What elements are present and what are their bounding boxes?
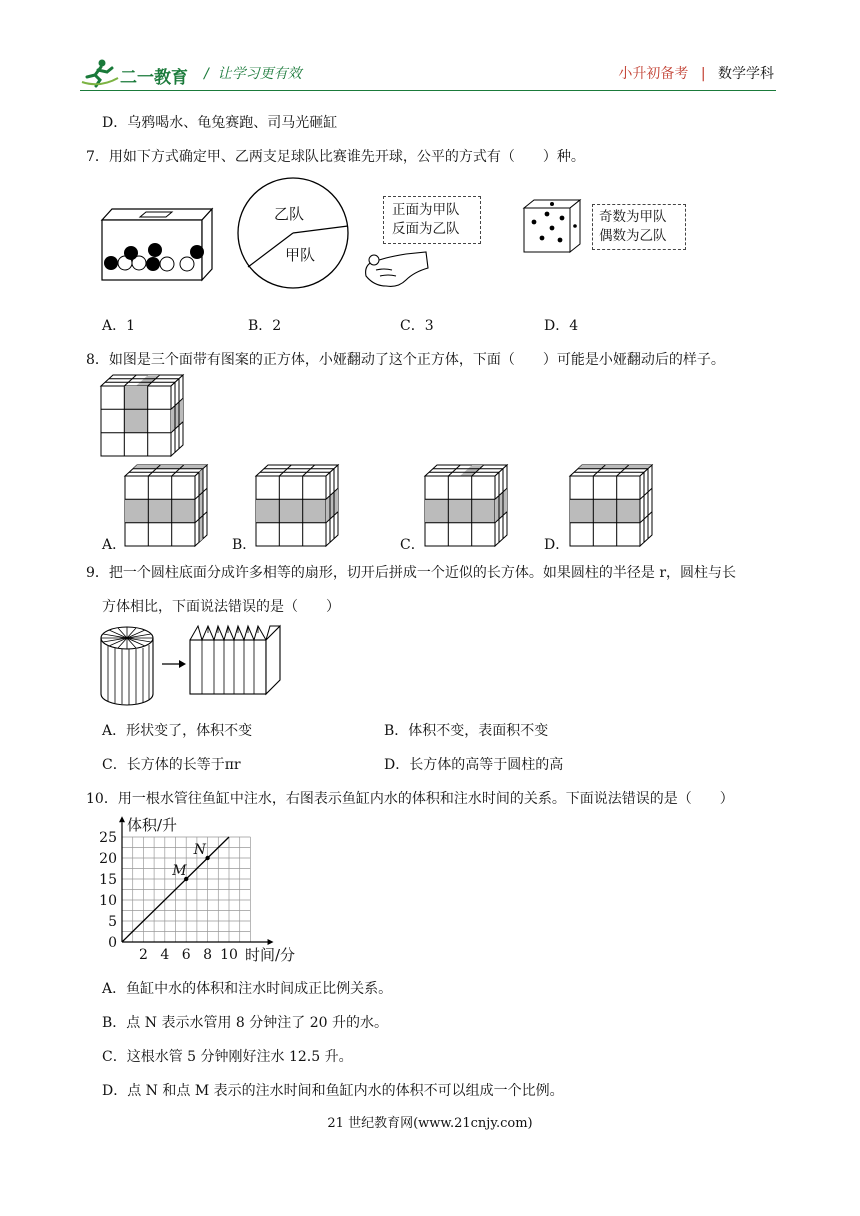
y-tick-label: 0: [108, 935, 117, 951]
x-tick-label: 6: [181, 947, 191, 963]
x-axis-arrow: [268, 939, 274, 945]
q8-option-b-cube: [255, 464, 339, 548]
header-separator: |: [700, 66, 706, 82]
q10-option-d: D．点 N 和点 M 表示的注水时间和鱼缸内水的体积不可以组成一个比例。: [102, 1083, 564, 1099]
q7-dice-line1: 奇数为甲队: [599, 209, 667, 225]
q7-ball-box-figure: [100, 206, 214, 282]
point-label-n: N: [193, 842, 206, 858]
q10-option-b: B．点 N 表示水管用 8 分钟注了 20 升的水。: [102, 1015, 388, 1031]
q7-dice-figure: [522, 198, 582, 254]
q10-option-a: A．鱼缸中水的体积和注水时间成正比例关系。: [102, 981, 393, 997]
x-tick-label: 4: [160, 947, 170, 963]
q7-coin-line1: 正面为甲队: [392, 202, 460, 218]
q9-stem-line2: 方体相比，下面说法错误的是（ ）: [102, 599, 340, 615]
x-tick-label: 2: [138, 947, 148, 963]
q7-spinner-label-upper: 乙队: [274, 205, 305, 223]
q7-stem: 7．用如下方式确定甲、乙两支足球队比赛谁先开球，公平的方式有（ ）种。: [86, 149, 585, 165]
q9-cylinder-figure: [98, 624, 158, 708]
header-rule: [80, 90, 776, 91]
q8-original-cube: [100, 374, 184, 458]
q7-option-c: C．3: [400, 318, 434, 334]
q9-option-b: B．体积不变，表面积不变: [384, 723, 549, 739]
point-label-m: M: [172, 863, 187, 879]
q8-option-c: C．: [400, 537, 425, 553]
y-tick-label: 10: [99, 893, 117, 909]
logo-text: 二一教育: [120, 68, 188, 88]
data-point-n: [205, 856, 209, 860]
q7-spinner-figure: [236, 176, 350, 290]
q8-option-a-cube: [124, 464, 208, 548]
q10-option-c: C．这根水管 5 分钟刚好注水 12.5 升。: [102, 1049, 353, 1065]
y-tick-label: 15: [99, 872, 117, 888]
q9-arrow-icon: [162, 658, 186, 670]
chart-ylabel: 体积/升: [127, 816, 178, 834]
q7-option-b: B．2: [248, 318, 282, 334]
q8-option-d-cube: [569, 464, 653, 548]
q7-coin-line2: 反面为乙队: [392, 221, 460, 237]
q7-hand-icon: [362, 246, 430, 290]
q9-option-c: C．长方体的长等于πr: [102, 757, 241, 773]
q7-dice-line2: 偶数为乙队: [599, 228, 667, 244]
q8-stem: 8．如图是三个面带有图案的正方体，小娅翻动了这个正方体，下面（ ）可能是小娅翻动后的样子。: [86, 352, 725, 368]
header-right: [618, 63, 774, 83]
y-tick-label: 5: [108, 914, 117, 930]
q7-spinner-label-lower: 甲队: [285, 246, 316, 264]
q7-dice-box: [592, 204, 686, 250]
y-axis-arrow: [119, 816, 125, 822]
y-tick-label: 25: [99, 830, 117, 846]
header-slogan: / 让学习更有效: [204, 66, 302, 82]
q9-cuboid-figure: [188, 624, 282, 696]
header-category: 小升初备考: [618, 66, 689, 82]
slogan-text: 让学习更有效: [217, 66, 302, 82]
q8-option-d: D．: [544, 537, 570, 553]
footer-source: 21 世纪教育网(www.21cnjy.com): [327, 1116, 533, 1131]
q8-option-a: A．: [102, 537, 127, 553]
q8-option-c-cube: [424, 464, 508, 548]
logo-runner-icon: [80, 58, 120, 88]
q9-stem-line1: 9．把一个圆柱底面分成许多相等的扇形，切开后拼成一个近似的长方体。如果圆柱的半径是 r，圆柱与长: [86, 565, 737, 581]
q8-option-b: B．: [232, 537, 257, 553]
q7-coin-box: [383, 196, 481, 244]
q6-option-d: D．乌鸦喝水、龟兔赛跑、司马光砸缸: [102, 115, 338, 131]
q7-option-d: D．4: [544, 318, 579, 334]
y-tick-label: 20: [99, 851, 117, 867]
q7-option-a: A．1: [102, 318, 136, 334]
q10-stem: 10．用一根水管往鱼缸中注水，右图表示鱼缸内水的体积和注水时间的关系。下面说法错误的是（ ）: [86, 791, 734, 807]
q9-option-d: D．长方体的高等于圆柱的高: [384, 757, 564, 773]
chart-grid: [122, 837, 250, 942]
chart-xlabel: 时间/分: [245, 946, 296, 964]
x-tick-label: 8: [203, 947, 213, 963]
q10-volume-time-chart: [96, 812, 296, 964]
header-subject: 数学学科: [718, 66, 774, 82]
q9-option-a: A．形状变了，体积不变: [102, 723, 253, 739]
x-tick-label: 10: [220, 947, 238, 963]
